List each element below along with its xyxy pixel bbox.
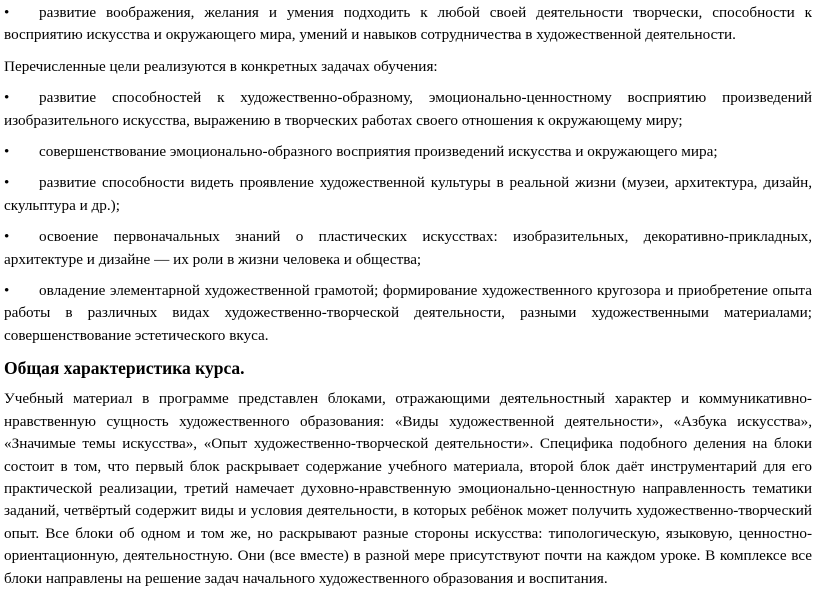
bullet-item-knowledge bbox=[4, 226, 812, 271]
bullet-text: развитие способности видеть проявление художественной культуры в реальной жизни (музеи, архитектура, дизайн, скульптура и др.); bbox=[4, 174, 812, 214]
bullet-marker: • bbox=[4, 228, 10, 246]
bullet-marker: • bbox=[4, 174, 10, 192]
bullet-item-literacy bbox=[4, 280, 812, 347]
bullet-item-perception bbox=[4, 141, 812, 163]
bullet-marker: • bbox=[4, 89, 10, 107]
bullet-text: совершенствование эмоционально-образного восприятия произведений искусства и окружающего мира; bbox=[39, 143, 718, 161]
bullet-text: развитие способностей к художественно-образному, эмоционально-ценностному восприятию произведений изобразительного искусства, выражению в творческих работах своего отношения к окружающему миру; bbox=[4, 89, 812, 129]
bullet-item-abilities bbox=[4, 87, 812, 132]
intro-paragraph: Перечисленные цели реализуются в конкретных задачах обучения: bbox=[4, 57, 438, 75]
bullet-text: освоение первоначальных знаний о пластических искусствах: изобразительных, декоративно-прикладных, архитектуре и дизайне — их роли в жизни человека и общества; bbox=[4, 228, 812, 268]
bullet-item-culture bbox=[4, 172, 812, 217]
bullet-marker: • bbox=[4, 4, 10, 21]
bullet-text: овладение элементарной художественной грамотой; формирование художественного кругозора и приобретение опыта работы в различных видах художественно-творческой деятельности, разными художественными материалами; совершенствование эстетического вкуса. bbox=[4, 282, 812, 344]
bullet-marker: • bbox=[4, 143, 10, 161]
bullet-marker: • bbox=[4, 282, 10, 300]
section-paragraph: Учебный материал в программе представлен блоками, отражающими деятельностный характер и коммуникативно-нравственную сущность художественного образования: «Виды художественной деятельности», «Азбука искусства», «Значимые темы искусства», «Опыт художественно-творческой деятельности». Специфика подобного деления на блоки состоит в том, что первый блок раскрывает содержание учебного материала, второй блок даёт инструментарий для его практической реализации, третий намечает духовно-нравственную эмоционально-ценностную направленность тематики заданий, четвёртый содержит виды и условия деятельности, в которых ребёнок может получить художественно-творческий опыт. Все блоки об одном и том же, но раскрывают разные стороны искусства: типологическую, языковую, ценностно-ориентационную, деятельностную. Они (все вместе) в разной мере присутствуют почти на каждом уроке. В комплексе все блоки направлены на решение задач начального художественного образования и воспитания. bbox=[4, 390, 812, 587]
bullet-text: развитие воображения, желания и умения подходить к любой своей деятельности творчески, способности к восприятию искусства и окружающего мира, умений и навыков сотрудничества в художественной деятельности. bbox=[4, 4, 812, 44]
section-heading: Общая характеристика курса. bbox=[4, 358, 245, 379]
bullet-item-imagination bbox=[4, 2, 812, 47]
